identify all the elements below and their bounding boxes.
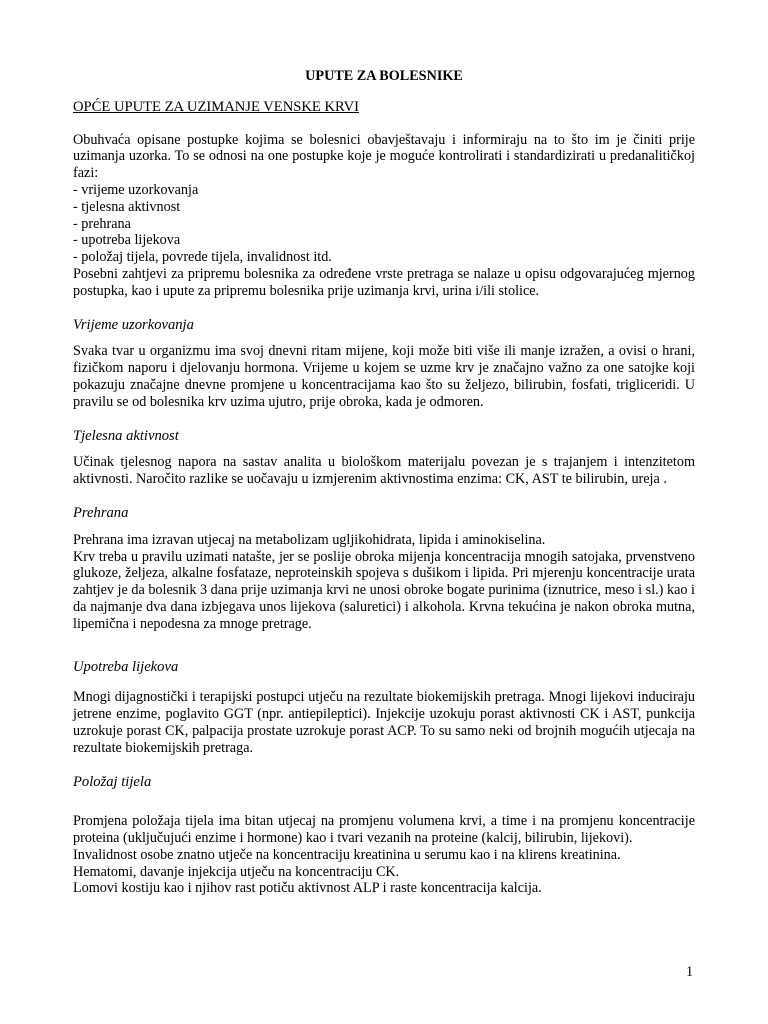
section-paragraph: Promjena položaja tijela ima bitan utjecaj na promjenu volumena krvi, a time i na promjenu koncentracije proteina (uključujući enzime i hormone) kao i tvari vezanih na proteine (kalcij, bilirubin, lijekovi). bbox=[73, 813, 695, 847]
section-paragraph: Hematomi, davanje injekcija utječu na koncentraciju CK. bbox=[73, 863, 400, 880]
document-body bbox=[73, 68, 695, 897]
section-heading-upotreba-lijekova: Upotreba lijekova bbox=[73, 658, 179, 675]
section-paragraph: Invalidnost osobe znatno utječe na koncentraciju kreatinina u serumu kao i na klirens kreatinina. bbox=[73, 846, 621, 863]
page-number: 1 bbox=[686, 964, 694, 980]
section-heading-vrijeme-uzorkovanja: Vrijeme uzorkovanja bbox=[73, 316, 194, 333]
intro-paragraph: Obuhvaća opisane postupke kojima se bolesnici obavještavaju i informiraju na to što im je činiti prije uzimanja uzorka. To se odnosi na one postupke koje je moguće kontrolirati i standardizirati u predanalitičkoj fazi: bbox=[73, 131, 695, 182]
section-heading-tjelesna-aktivnost: Tjelesna aktivnost bbox=[73, 427, 179, 444]
intro-end-paragraph: Posebni zahtjevi za pripremu bolesnika za određene vrste pretraga se nalaze u opisu odgovarajućeg mjernog postupka, kao i upute za pripremu bolesnika prije uzimanja krvi, urina i/ili stolice. bbox=[73, 265, 695, 299]
section-paragraph: Učinak tjelesnog napora na sastav analita u biološkom materijalu povezan je s trajanjem i intenzitetom aktivnosti. Naročito razlike se uočavaju u izmjerenim aktivnostima enzima: CK, AST te bilirubin, ureja . bbox=[73, 454, 695, 488]
list-item: - prehrana bbox=[73, 215, 131, 232]
list-item: - vrijeme uzorkovanja bbox=[73, 181, 199, 198]
document-title: UPUTE ZA BOLESNIKE bbox=[305, 68, 463, 84]
list-item: - položaj tijela, povrede tijela, invalidnost itd. bbox=[73, 249, 332, 266]
section-heading-prehrana: Prehrana bbox=[73, 504, 129, 521]
document-subtitle: OPĆE UPUTE ZA UZIMANJE VENSKE KRVI bbox=[73, 98, 359, 115]
section-paragraph: Lomovi kostiju kao i njihov rast potiču aktivnost ALP i raste koncentracija kalcija. bbox=[73, 880, 542, 897]
list-item: - upotreba lijekova bbox=[73, 232, 181, 249]
section-paragraph: Mnogi dijagnostički i terapijski postupci utječu na rezultate biokemijskih pretraga. Mnogi lijekovi induciraju jetrene enzime, poglavito GGT (npr. antiepileptici). Injekcije uzokuju porast aktivnosti CK i AST, punkcija uzrokuje porast CK, palpacija prostate uzrokuje porast ACP. To su samo neki od brojnih mogućih utjecaja na rezultate biokemijskih pretraga. bbox=[73, 689, 695, 756]
section-paragraph: Prehrana ima izravan utjecaj na metabolizam ugljikohidrata, lipida i aminokiselina. bbox=[73, 531, 546, 548]
section-paragraph: Krv treba u pravilu uzimati natašte, jer se poslije obroka mijenja koncentracija mnogih satojaka, prvenstveno glukoze, željeza, alkalne fosfataze, neproteinskih spojeva s dušikom i lipida. Pri mjerenju koncentracije urata zahtjev je da bolesnik 3 dana prije uzimanja krvi ne unosi obroke bogate purinima (iznutrice, meso i sl.) kao i da najmanje dva dana izbjegava unos lijekova (saluretici) i alkohola. Krvna tekućina je nakon obroka mutna, lipemična i nepodesna za mnoge pretrage. bbox=[73, 548, 695, 632]
section-paragraph: Svaka tvar u organizmu ima svoj dnevni ritam mijene, koji može biti više ili manje izražen, a ovisi o hrani, fizičkom naporu i djelovanju hormona. Vrijeme u kojem se uzme krv je značajno važno za one satojke koji pokazuju značajne dnevne promjene u koncentracijama kao što su željezo, bilirubin, fosfati, trigliceridi. U pravilu se od bolesnika krv uzima ujutro, prije obroka, kada je odmoren. bbox=[73, 343, 695, 410]
list-item: - tjelesna aktivnost bbox=[73, 198, 181, 215]
section-heading-polozaj-tijela: Položaj tijela bbox=[73, 773, 152, 790]
